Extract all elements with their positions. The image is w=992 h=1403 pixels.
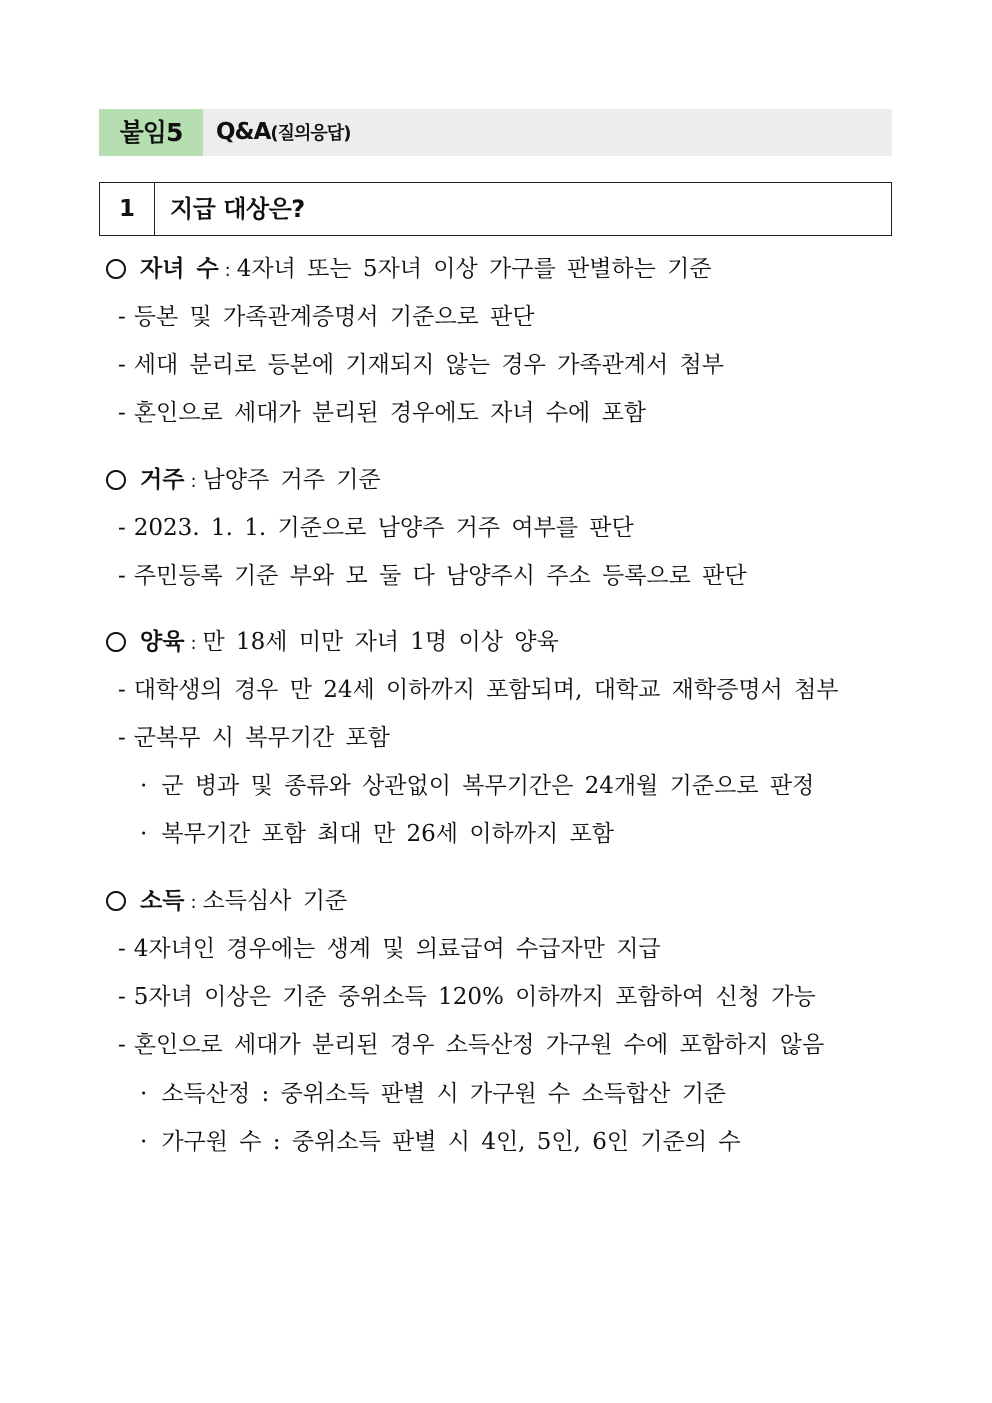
list-item-text: 혼인으로 세대가 분리된 경우에도 자녀 수에 포함 (133, 400, 647, 426)
criterion-residence (106, 465, 381, 495)
dash-bullet: - (118, 352, 126, 378)
section-title: 지급 대상은? (170, 195, 305, 223)
sub-list-item-text: 복무기간 포함 최대 만 26세 이하까지 포함 (161, 821, 614, 847)
criterion-key: 거주 (140, 467, 185, 493)
list-item (118, 982, 816, 1012)
list-item-text: 혼인으로 세대가 분리된 경우 소득산정 가구원 수에 포함하지 않음 (133, 1032, 825, 1058)
attachment-tag: 붙임5 (99, 109, 203, 156)
criterion-income (106, 886, 347, 916)
dash-bullet: - (118, 400, 126, 426)
list-item-text: 군복무 시 복무기간 포함 (133, 725, 390, 751)
dash-bullet: - (118, 677, 126, 703)
list-item-text: 2023. 1. 1. 기준으로 남양주 거주 여부를 판단 (133, 515, 634, 541)
list-item-text: 등본 및 가족관계증명서 기준으로 판단 (133, 304, 535, 330)
circle-bullet-icon (106, 632, 126, 652)
sub-list-item (140, 1127, 741, 1157)
circle-bullet-icon (106, 891, 126, 911)
criterion-rearing (106, 627, 559, 657)
dot-bullet: · (140, 1129, 148, 1155)
list-item (118, 513, 634, 543)
list-item (118, 350, 724, 380)
sub-list-item (140, 771, 814, 801)
list-item (118, 723, 390, 753)
list-item-text: 대학생의 경우 만 24세 이하까지 포함되며, 대학교 재학증명서 첨부 (133, 677, 839, 703)
dot-bullet: · (140, 1081, 148, 1107)
list-item (118, 1030, 824, 1060)
criterion-separator: : (190, 892, 197, 913)
criterion-key: 양육 (140, 629, 185, 655)
circle-bullet-icon (106, 470, 126, 490)
dash-bullet: - (118, 1032, 126, 1058)
attachment-title (216, 109, 350, 156)
sub-list-item-text: 군 병과 및 종류와 상관없이 복무기간은 24개월 기준으로 판정 (161, 773, 815, 799)
dot-bullet: · (140, 773, 148, 799)
dash-bullet: - (118, 515, 126, 541)
list-item-text: 4자녀인 경우에는 생계 및 의료급여 수급자만 지급 (133, 936, 661, 962)
criterion-separator: : (190, 633, 197, 654)
section-number: 1 (100, 183, 155, 235)
list-item-text: 주민등록 기준 부와 모 둘 다 남양주시 주소 등록으로 판단 (133, 563, 747, 589)
criterion-separator: : (224, 260, 231, 281)
criterion-key: 자녀 수 (140, 256, 219, 282)
criterion-children (106, 254, 712, 284)
dash-bullet: - (118, 984, 126, 1010)
dash-bullet: - (118, 936, 126, 962)
dash-bullet: - (118, 725, 126, 751)
sub-list-item (140, 1079, 726, 1109)
list-item-text: 5자녀 이상은 기준 중위소득 120% 이하까지 포함하여 신청 가능 (133, 984, 816, 1010)
attachment-header (99, 109, 892, 156)
list-item (118, 561, 747, 591)
section-heading (99, 182, 892, 236)
list-item (118, 675, 839, 705)
dot-bullet: · (140, 821, 148, 847)
attachment-title-sub: (질의응답) (270, 123, 351, 144)
criterion-description: 소득심사 기준 (202, 888, 348, 914)
dash-bullet: - (118, 563, 126, 589)
criterion-description: 만 18세 미만 자녀 1명 이상 양육 (202, 629, 559, 655)
sub-list-item-text: 소득산정 : 중위소득 판별 시 가구원 수 소득합산 기준 (161, 1081, 727, 1107)
attachment-title-main: Q&A (216, 119, 271, 145)
sub-list-item-text: 가구원 수 : 중위소득 판별 시 4인, 5인, 6인 기준의 수 (161, 1129, 741, 1155)
circle-bullet-icon (106, 259, 126, 279)
list-item (118, 398, 646, 428)
dash-bullet: - (118, 304, 126, 330)
list-item-text: 세대 분리로 등본에 기재되지 않는 경우 가족관계서 첨부 (133, 352, 724, 378)
criterion-separator: : (190, 471, 197, 492)
sub-list-item (140, 819, 614, 849)
criterion-description: 4자녀 또는 5자녀 이상 가구를 판별하는 기준 (236, 256, 712, 282)
criterion-key: 소득 (140, 888, 185, 914)
criterion-description: 남양주 거주 기준 (202, 467, 381, 493)
list-item (118, 934, 661, 964)
list-item (118, 302, 535, 332)
